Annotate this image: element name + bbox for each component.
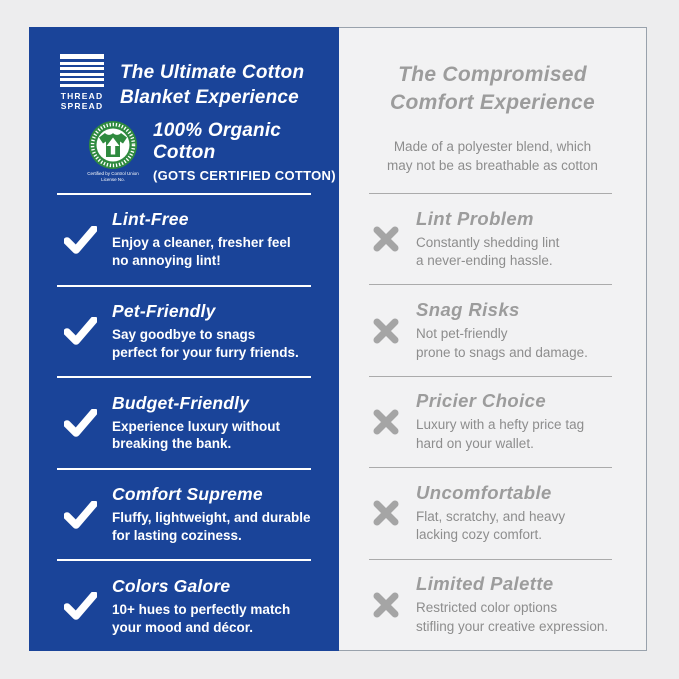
gots-certified-label: (GOTS CERTIFIED COTTON): [153, 167, 336, 183]
gots-seal-icon: [88, 120, 138, 170]
drawback-item-limited-palette: [339, 560, 646, 650]
cotton-header: [29, 27, 339, 193]
benefit-title: Comfort Supreme: [112, 484, 263, 505]
x-icon: [372, 225, 400, 253]
benefit-text: [112, 301, 299, 362]
drawback-item-lint-problem: [339, 194, 646, 284]
drawback-title: Uncomfortable: [416, 481, 552, 503]
x-icon: [372, 317, 400, 345]
fabric-stack-icon: [60, 54, 104, 89]
drawback-title: Snag Risks: [416, 298, 520, 320]
benefit-desc: Say goodbye to snags perfect for your furry friends.: [112, 327, 299, 360]
benefit-title: Pet-Friendly: [112, 301, 216, 322]
benefit-title: Lint-Free: [112, 209, 189, 230]
polyester-panel: [339, 27, 647, 651]
right-panel-subtitle: Made of a polyester blend, which may not be as breathable as cotton: [387, 138, 598, 174]
gots-seal: [86, 120, 140, 184]
benefit-item-budget-friendly: [29, 378, 339, 468]
drawback-item-pricier-choice: [339, 377, 646, 467]
left-panel-title: The Ultimate Cotton Blanket Experience: [120, 62, 305, 109]
benefit-desc: Experience luxury without breaking the bank.: [112, 418, 281, 452]
x-icon: [372, 591, 400, 619]
check-icon: [64, 226, 97, 254]
drawback-desc: Luxury with a hefty price tag hard on your wallet.: [416, 417, 585, 452]
drawback-title: Limited Palette: [416, 573, 554, 595]
thread-spread-logo: [57, 54, 107, 112]
benefit-text: [112, 393, 280, 454]
benefit-item-comfort-supreme: [29, 470, 339, 560]
organic-cotton-title: 100% Organic Cotton: [153, 119, 282, 163]
brand-row: [57, 54, 321, 112]
drawback-desc: Not pet-friendly prone to snags and damage.: [416, 325, 588, 360]
seal-caption: Certified by Control Union License No.: [87, 170, 139, 182]
cotton-panel: [29, 27, 339, 651]
benefit-text: [112, 576, 290, 637]
drawback-desc: Flat, scratchy, and heavy lacking cozy comfort.: [416, 508, 566, 543]
drawback-text: [416, 482, 565, 545]
benefit-desc: 10+ hues to perfectly match your mood and décor.: [112, 601, 291, 635]
benefit-text: [112, 484, 311, 545]
benefit-item-pet-friendly: [29, 287, 339, 377]
brand-name: THREAD SPREAD: [60, 91, 104, 111]
drawback-text: [416, 573, 608, 636]
right-panel-title: The Compromised Comfort Experience: [390, 63, 595, 115]
check-icon: [64, 501, 97, 529]
benefit-item-colors-galore: [29, 561, 339, 651]
drawback-text: [416, 390, 584, 453]
x-icon: [372, 499, 400, 527]
check-icon: [64, 409, 97, 437]
drawback-desc: Restricted color options stifling your creative expression.: [416, 600, 609, 634]
benefit-desc: Enjoy a cleaner, fresher feel no annoying lint!: [112, 235, 291, 269]
x-icon: [372, 408, 400, 436]
drawback-item-uncomfortable: [339, 468, 646, 558]
comparison-card: [29, 27, 647, 651]
benefit-title: Colors Galore: [112, 575, 231, 596]
benefit-title: Budget-Friendly: [112, 392, 250, 413]
check-icon: [64, 317, 97, 345]
drawback-title: Lint Problem: [416, 207, 534, 229]
benefit-item-lint-free: [29, 195, 339, 285]
organic-cotton-row: [86, 120, 339, 184]
drawback-title: Pricier Choice: [416, 390, 547, 412]
drawback-text: [416, 208, 559, 271]
benefit-text: [112, 209, 291, 270]
benefit-desc: Fluffy, lightweight, and durable for lasting coziness.: [112, 510, 311, 544]
drawback-text: [416, 299, 588, 362]
organic-cotton-text: [153, 120, 339, 183]
polyester-header: [339, 28, 646, 193]
check-icon: [64, 592, 97, 620]
drawback-item-snag-risks: [339, 285, 646, 375]
drawback-desc: Constantly shedding lint a never-ending hassle.: [416, 234, 560, 269]
